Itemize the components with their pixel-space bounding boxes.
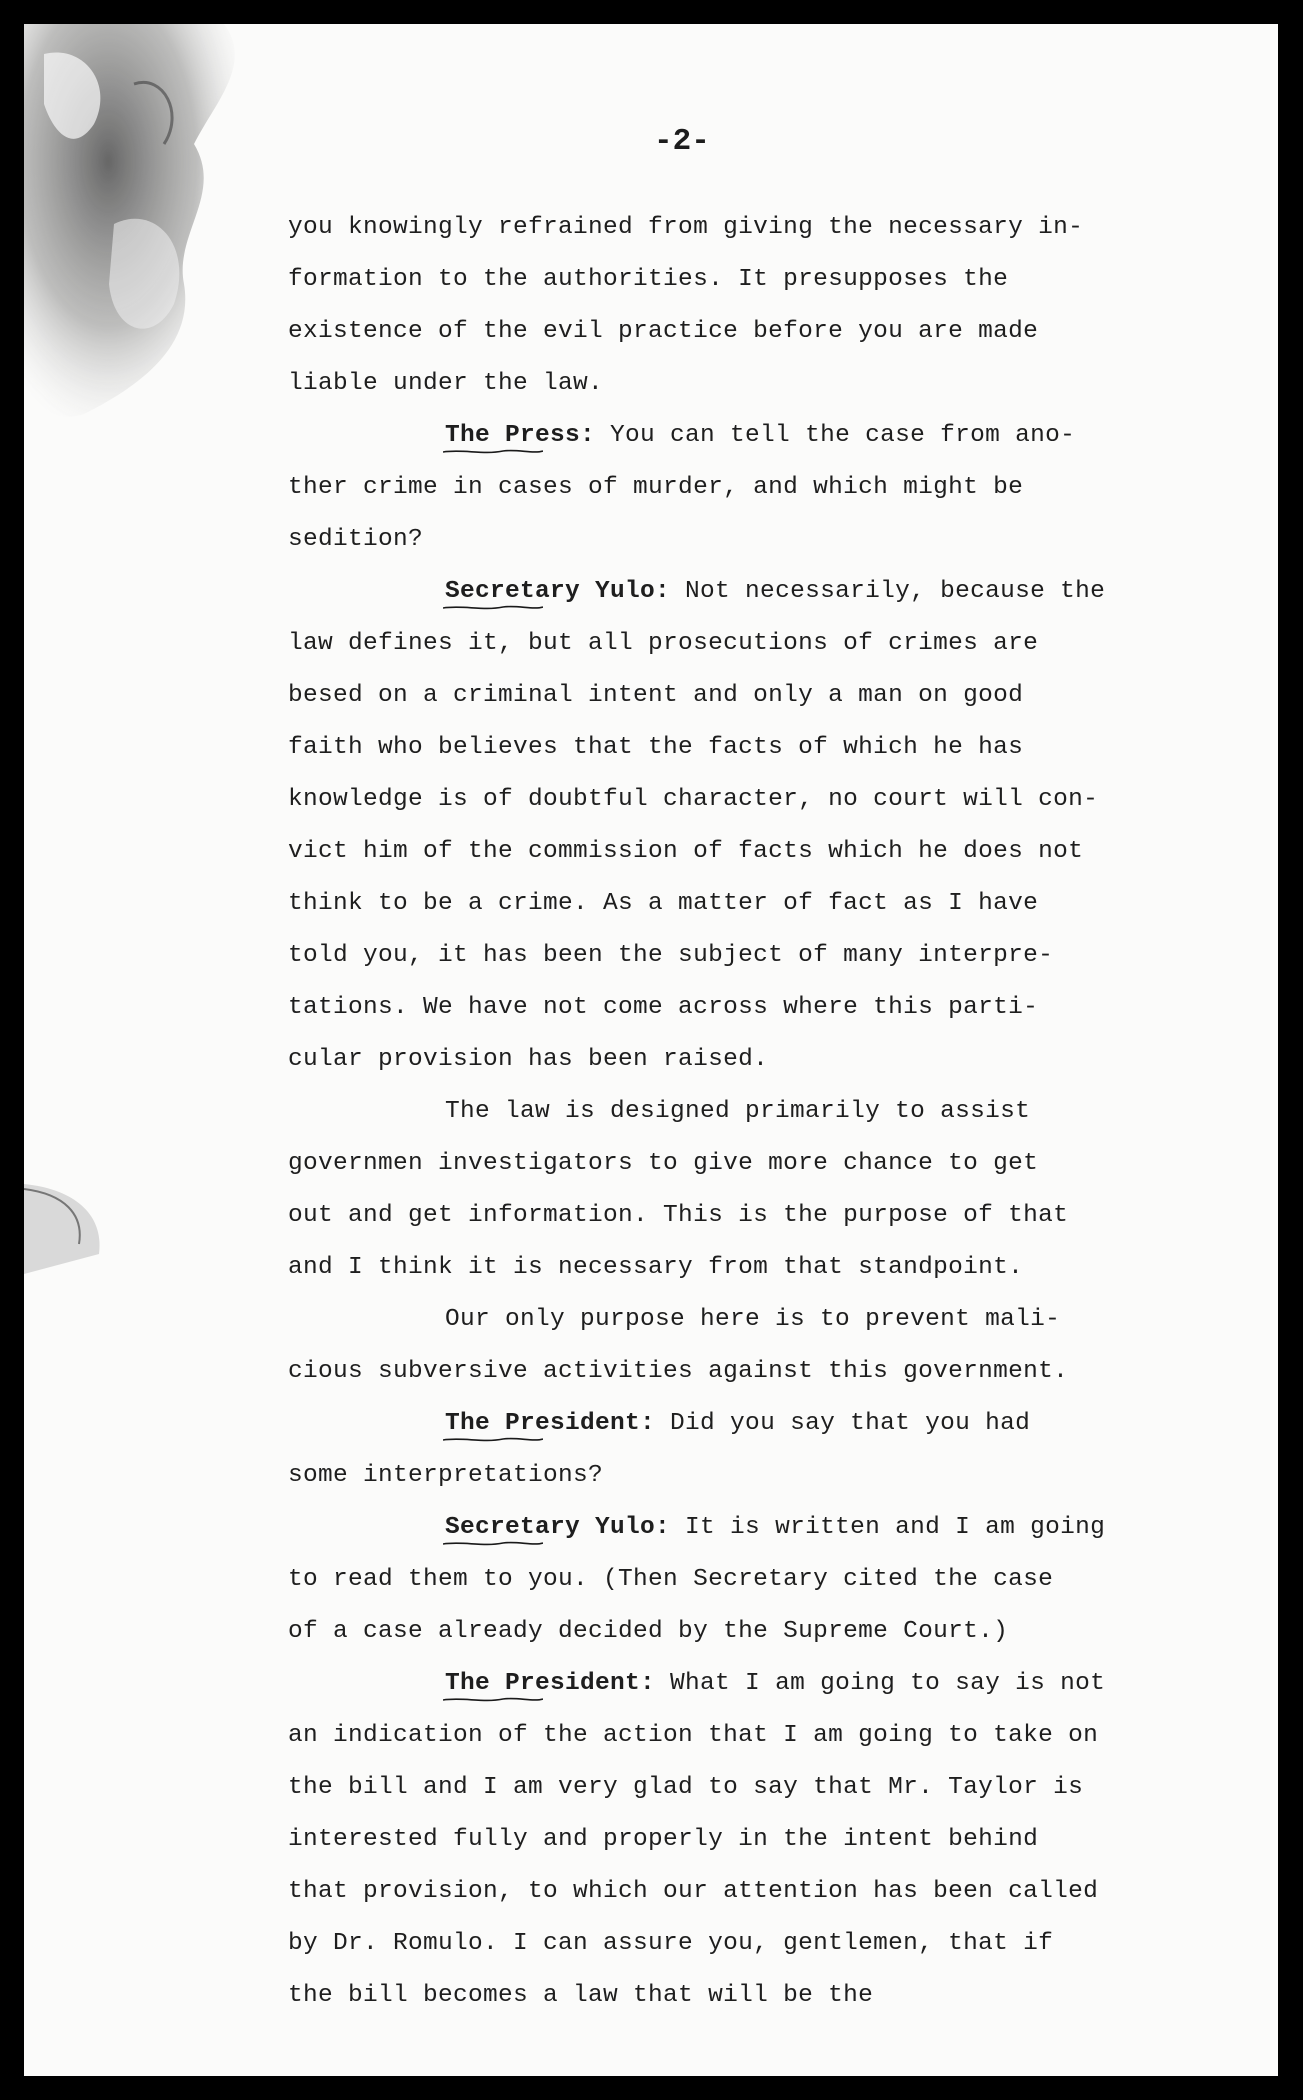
text-line bbox=[288, 1554, 1188, 1606]
line-text: and I think it is necessary from that standpoint. bbox=[288, 1254, 1024, 1281]
line-text: governmen investigators to give more chance to get bbox=[288, 1150, 1039, 1177]
line-text: cular provision has been raised. bbox=[288, 1046, 769, 1073]
text-line bbox=[288, 930, 1188, 982]
line-text: told you, it has been the subject of many interpre- bbox=[288, 942, 1054, 969]
text-line bbox=[288, 1242, 1188, 1294]
line-text: vict him of the commission of facts which he does not bbox=[288, 838, 1084, 865]
text-line bbox=[288, 1294, 1188, 1346]
line-text: cious subversive activities against this government. bbox=[288, 1358, 1069, 1385]
line-text: the bill becomes a law that will be the bbox=[288, 1982, 874, 2009]
line-text: the bill and I am very glad to say that Mr. Taylor is bbox=[288, 1774, 1084, 1801]
document-page bbox=[24, 24, 1278, 2076]
line-text: besed on a criminal intent and only a man on good bbox=[288, 682, 1024, 709]
text-line bbox=[288, 1138, 1188, 1190]
line-text: some interpretations? bbox=[288, 1462, 604, 1489]
line-text: ther crime in cases of murder, and which might be bbox=[288, 474, 1024, 501]
line-text: It is written and I am going bbox=[670, 1514, 1106, 1541]
text-line bbox=[288, 1034, 1188, 1086]
text-line bbox=[288, 1502, 1188, 1554]
text-line bbox=[288, 1762, 1188, 1814]
text-line bbox=[288, 878, 1188, 930]
text-line bbox=[288, 1710, 1188, 1762]
line-text: out and get information. This is the purpose of that bbox=[288, 1202, 1069, 1229]
line-text: liable under the law. bbox=[288, 370, 604, 397]
text-line bbox=[288, 1398, 1188, 1450]
page-number: -2- bbox=[654, 124, 710, 159]
handwritten-underline-icon bbox=[443, 1540, 543, 1548]
text-line bbox=[288, 358, 1188, 410]
text-line bbox=[288, 1346, 1188, 1398]
text-line bbox=[288, 1606, 1188, 1658]
speaker-label: Secretary Yulo: bbox=[445, 1502, 670, 1554]
text-line bbox=[288, 1866, 1188, 1918]
speaker-label: The President: bbox=[445, 1658, 655, 1710]
text-line bbox=[288, 1658, 1188, 1710]
text-line bbox=[288, 202, 1188, 254]
line-text: tations. We have not come across where this parti- bbox=[288, 994, 1039, 1021]
line-text: faith who believes that the facts of which he has bbox=[288, 734, 1024, 761]
text-line bbox=[288, 774, 1188, 826]
line-text: Did you say that you had bbox=[655, 1410, 1031, 1437]
text-line bbox=[288, 1190, 1188, 1242]
line-text: existence of the evil practice before you are made bbox=[288, 318, 1039, 345]
handwritten-underline-icon bbox=[443, 1696, 543, 1704]
line-text: You can tell the case from ano- bbox=[595, 422, 1076, 449]
speaker-label: The President: bbox=[445, 1398, 655, 1450]
line-text: to read them to you. (Then Secretary cited the case bbox=[288, 1566, 1054, 1593]
line-text: of a case already decided by the Supreme Court.) bbox=[288, 1618, 1009, 1645]
text-line bbox=[288, 254, 1188, 306]
text-line bbox=[288, 514, 1188, 566]
line-text: interested fully and properly in the intent behind bbox=[288, 1826, 1039, 1853]
line-text: think to be a crime. As a matter of fact as I have bbox=[288, 890, 1039, 917]
text-line bbox=[288, 462, 1188, 514]
text-line bbox=[288, 1918, 1188, 1970]
text-line bbox=[288, 670, 1188, 722]
line-text: Not necessarily, because the bbox=[670, 578, 1106, 605]
text-line bbox=[288, 618, 1188, 670]
edge-smudge-icon bbox=[24, 1184, 134, 1274]
handwritten-underline-icon bbox=[443, 1436, 543, 1444]
text-line bbox=[288, 722, 1188, 774]
line-text: an indication of the action that I am going to take on bbox=[288, 1722, 1099, 1749]
line-text: sedition? bbox=[288, 526, 424, 553]
text-line bbox=[288, 1814, 1188, 1866]
line-text: by Dr. Romulo. I can assure you, gentlemen, that if bbox=[288, 1930, 1054, 1957]
line-text: The law is designed primarily to assist bbox=[445, 1098, 1031, 1125]
text-line bbox=[288, 826, 1188, 878]
handwritten-underline-icon bbox=[443, 448, 543, 456]
line-text: you knowingly refrained from giving the necessary in- bbox=[288, 214, 1084, 241]
line-text: law defines it, but all prosecutions of crimes are bbox=[288, 630, 1039, 657]
line-text: that provision, to which our attention has been called bbox=[288, 1878, 1099, 1905]
speaker-label: Secretary Yulo: bbox=[445, 566, 670, 618]
line-text: Our only purpose here is to prevent mali- bbox=[445, 1306, 1061, 1333]
line-text: What I am going to say is not bbox=[655, 1670, 1106, 1697]
text-line bbox=[288, 306, 1188, 358]
line-text: formation to the authorities. It presupposes the bbox=[288, 266, 1009, 293]
text-line bbox=[288, 1970, 1188, 2022]
speaker-label: The Press: bbox=[445, 410, 595, 462]
text-line bbox=[288, 1450, 1188, 1502]
text-line bbox=[288, 566, 1188, 618]
document-body bbox=[288, 202, 1188, 2022]
text-line bbox=[288, 1086, 1188, 1138]
text-line bbox=[288, 410, 1188, 462]
line-text: knowledge is of doubtful character, no court will con- bbox=[288, 786, 1099, 813]
text-line bbox=[288, 982, 1188, 1034]
ink-stain-icon bbox=[24, 24, 284, 444]
handwritten-underline-icon bbox=[443, 604, 543, 612]
